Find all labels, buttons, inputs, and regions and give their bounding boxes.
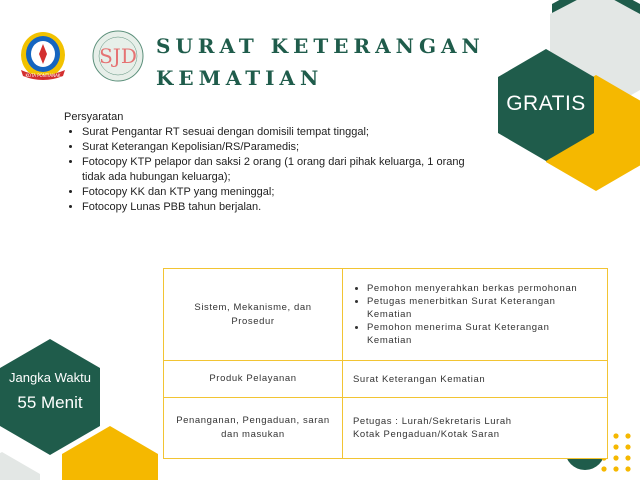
duration-value: 55 Menit [17,393,83,412]
city-emblem-logo [17,30,69,82]
procedure-item: • Pemohon menerima Surat Keterangan Kematian [367,321,597,347]
page-title [156,30,486,94]
row-label: Sistem, Mekanisme, dan Prosedur [164,269,343,361]
duration-label: Jangka Waktu [9,370,91,385]
row-label: Produk Pelayanan [164,361,343,398]
procedure-list [353,282,597,347]
table-row [164,269,608,361]
handling-line: Kotak Pengaduan/Kotak Saran [353,429,500,440]
table-row [164,361,608,398]
row-value: Surat Keterangan Kematian [343,361,608,398]
requirement-item: • Fotocopy KTP pelapor dan saksi 2 orang (1 orang dari pihak keluarga, 1 orang tidak ada hubungan keluarga); [82,155,474,185]
procedure-item: • Pemohon menyerahkan berkas permohonan [367,282,597,295]
requirement-item: • Fotocopy Lunas PBB tahun berjalan. [82,200,474,215]
sjd-logo [92,30,144,82]
logo-ribbon-text: KOTA PONTIANAK [25,73,61,78]
requirements-section [64,110,474,215]
title-line-2: KEMATIAN [156,66,324,90]
gratis-badge: GRATIS [506,92,586,115]
handling-line: Petugas : Lurah/Sekretaris Lurah [353,416,512,427]
row-label: Penanganan, Pengaduan, saran dan masukan [164,398,343,459]
requirement-item: • Surat Pengantar RT sesuai dengan domisili tempat tinggal; [82,125,474,140]
row-value [343,398,608,459]
requirement-item: • Surat Keterangan Kepolisian/RS/Paramedis; [82,140,474,155]
requirement-item: • Fotocopy KK dan KTP yang meninggal; [82,185,474,200]
procedure-item: • Petugas menerbitkan Surat Keterangan Kematian [367,295,597,321]
hex-light-bottom-left [0,452,40,480]
table-row [164,398,608,459]
requirements-heading: Persyaratan [64,111,124,123]
service-table [163,268,608,459]
row-value [343,269,608,361]
logo-letters: SJD [99,44,137,68]
title-line-1: SURAT KETERANGAN [156,34,485,58]
requirements-list [64,125,474,215]
